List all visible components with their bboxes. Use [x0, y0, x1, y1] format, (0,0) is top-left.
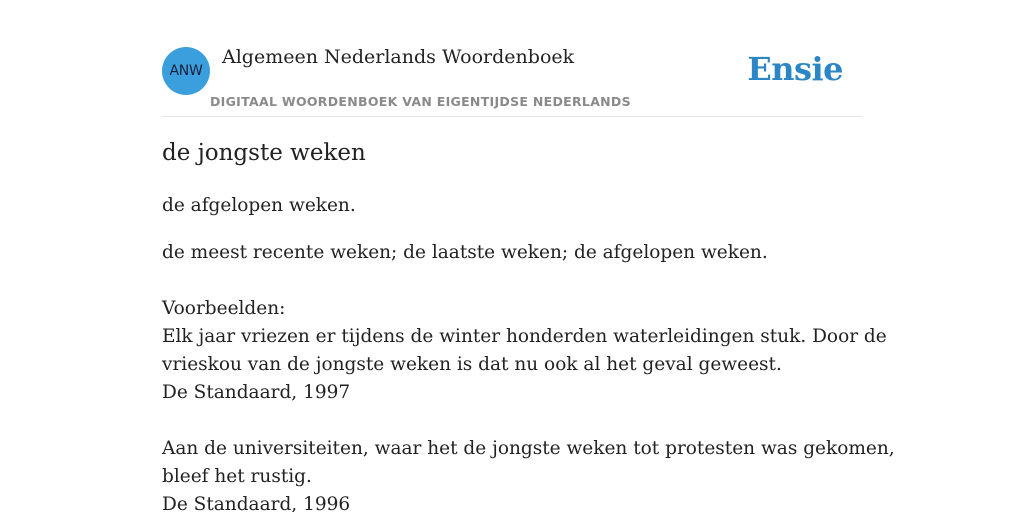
- definition-long: de meest recente weken; de laatste weken; de afgelopen weken.: [162, 242, 768, 263]
- entry-term: de jongste weken: [162, 140, 366, 166]
- example-source: De Standaard, 1996: [162, 494, 351, 512]
- example-item: [162, 323, 887, 407]
- example-item: [162, 435, 895, 512]
- example-line: Elk jaar vriezen er tijdens de winter honderden waterleidingen stuk. Door de: [162, 326, 887, 347]
- example-source: De Standaard, 1997: [162, 382, 351, 403]
- ensie-brand-link[interactable]: Ensie: [747, 50, 843, 88]
- definition-short: de afgelopen weken.: [162, 195, 356, 216]
- examples-section: [162, 295, 895, 512]
- example-line: bleef het rustig.: [162, 466, 312, 487]
- site-title[interactable]: Algemeen Nederlands Woordenboek: [222, 46, 575, 68]
- site-subtitle: DIGITAAL WOORDENBOEK VAN EIGENTIJDSE NEDERLANDS: [210, 94, 631, 109]
- spacer: [162, 407, 862, 435]
- examples-label: Voorbeelden:: [162, 298, 286, 319]
- example-line: Aan de universiteiten, waar het de jongste weken tot protesten was gekomen,: [162, 438, 895, 459]
- anw-logo[interactable]: [162, 47, 210, 95]
- example-line: vrieskou van de jongste weken is dat nu ook al het geval geweest.: [162, 354, 782, 375]
- site-header: [162, 40, 862, 117]
- logo-text: ANW: [169, 63, 203, 79]
